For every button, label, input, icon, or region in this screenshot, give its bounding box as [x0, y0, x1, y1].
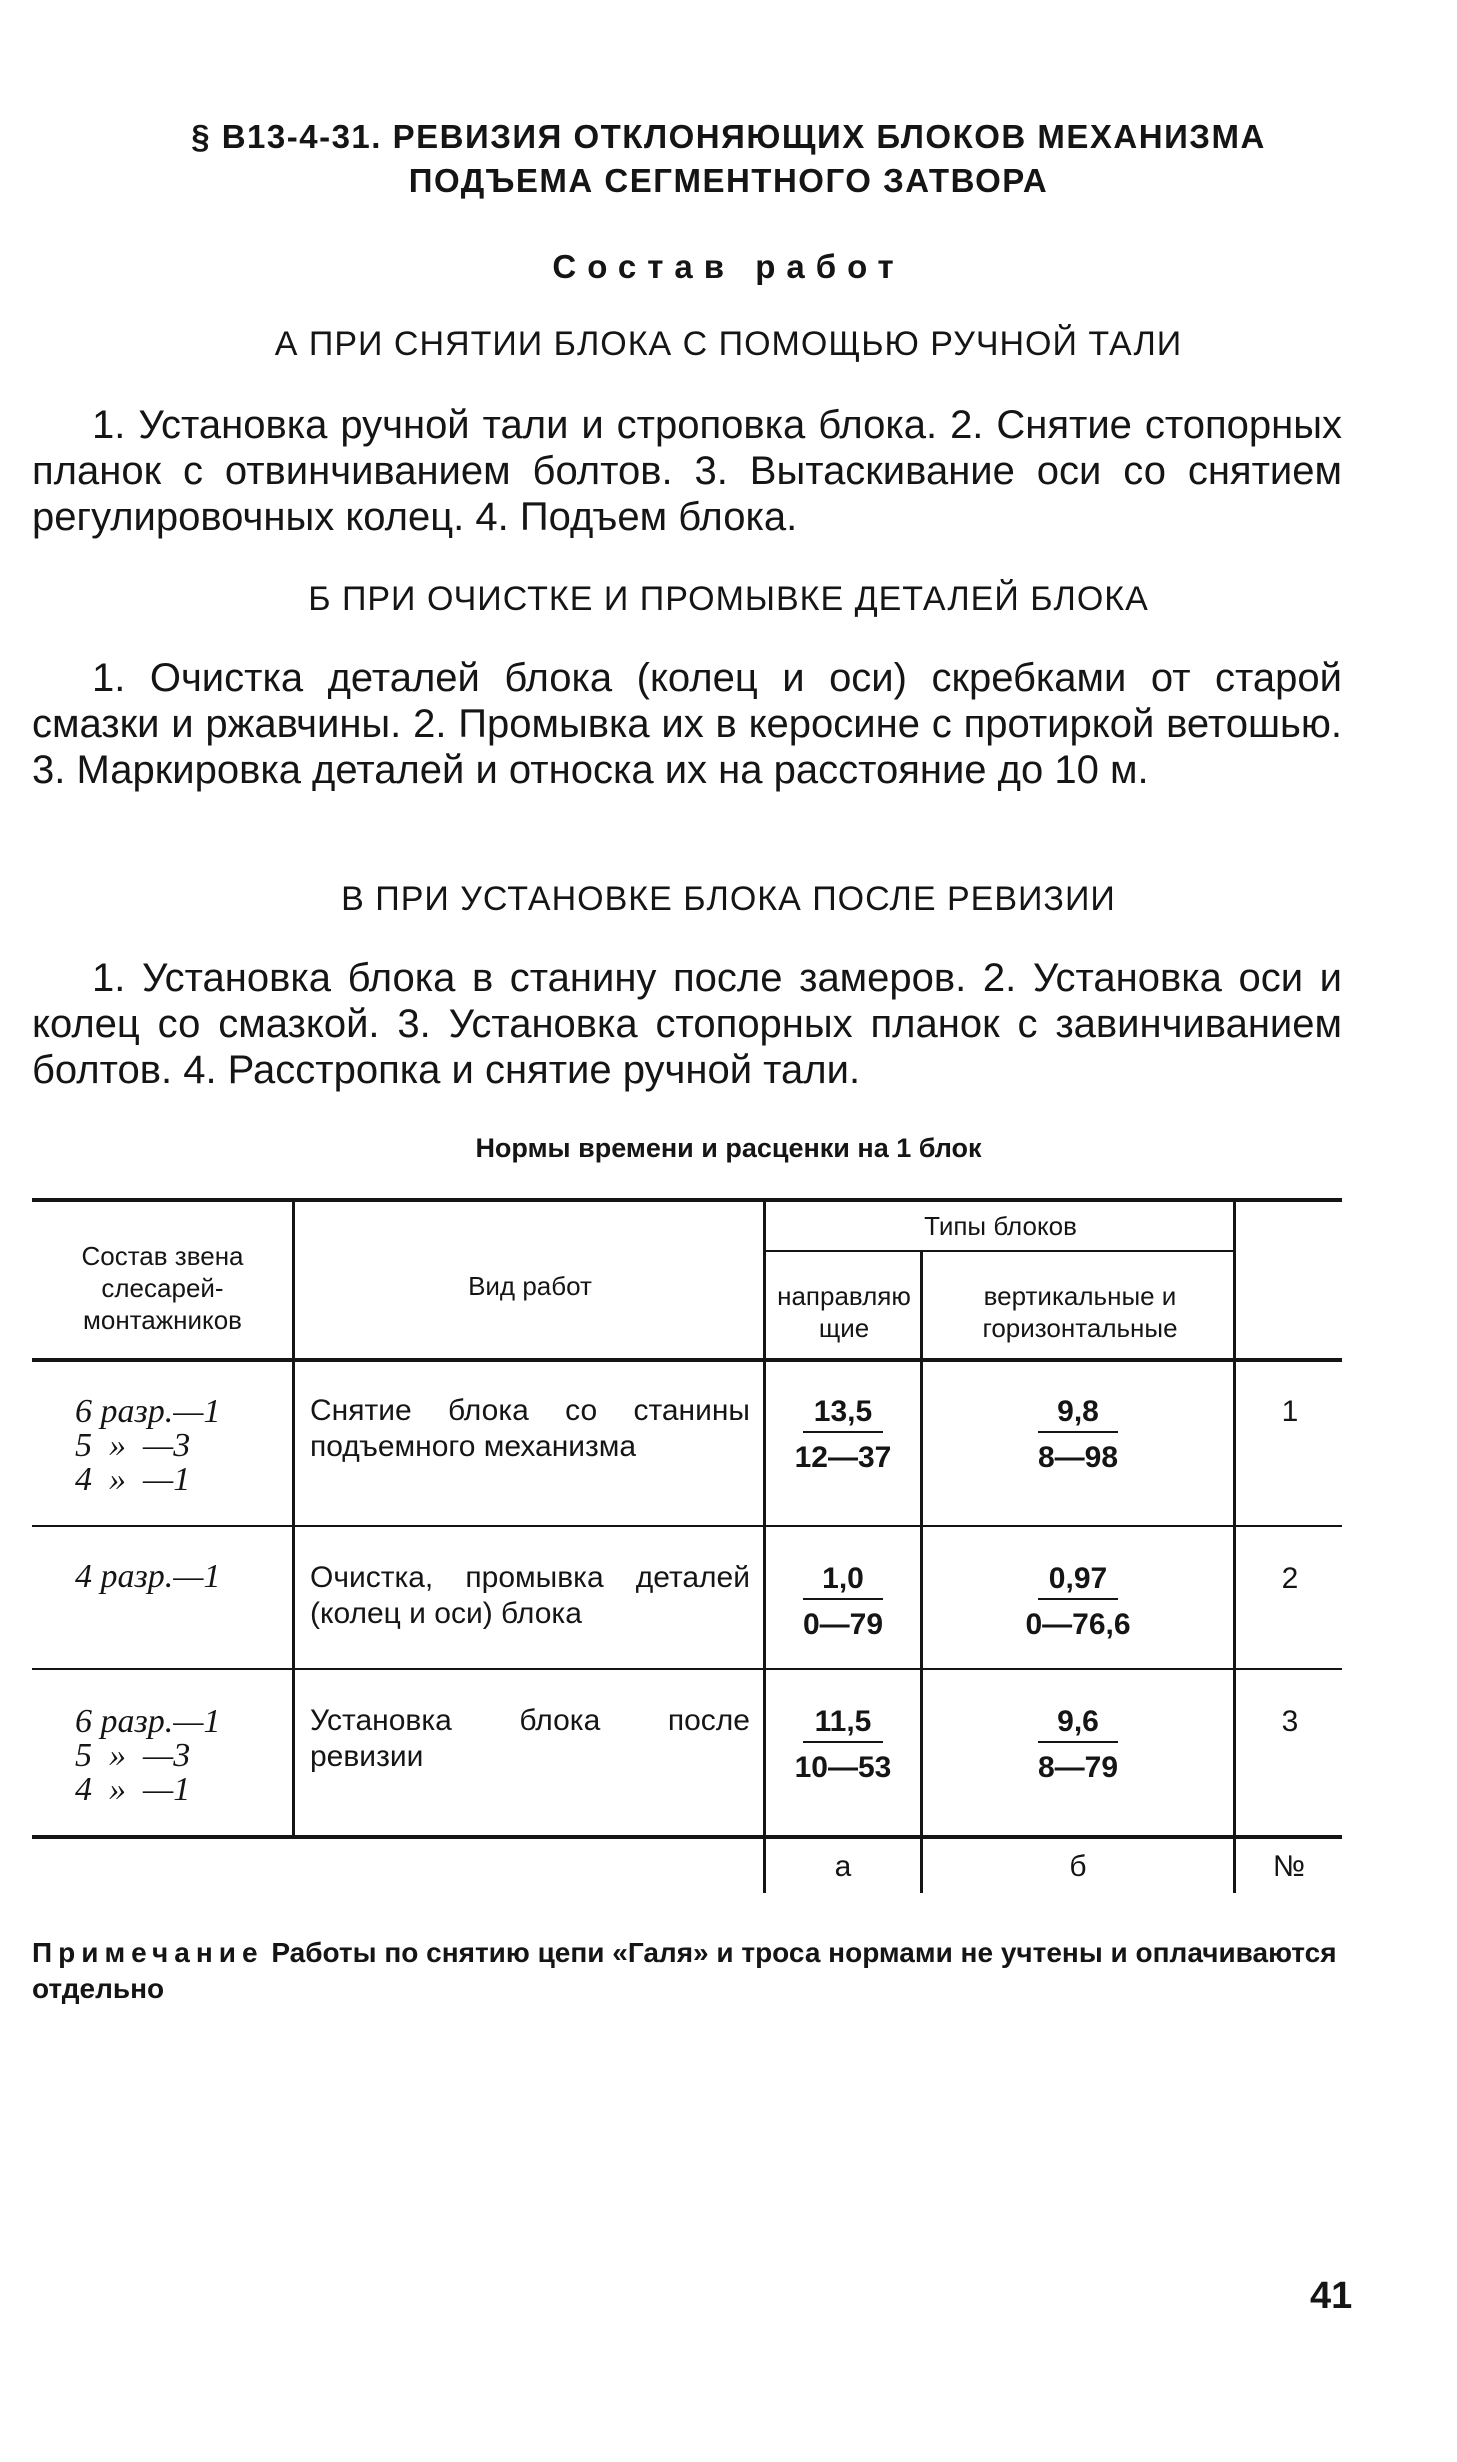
types-subheader-rule: [765, 1250, 1235, 1252]
subsection-a-text: 1. Установка ручной тали и строповка блока. 2. Снятие стопорных планок с отвинчиванием болтов. 3. Вытаскивание оси со снятием регулировочных колец. 4. Подъем блока.: [32, 403, 1342, 539]
row-2-vert-norm: 0,97: [1038, 1562, 1118, 1600]
row-1-guide-norm: 13,5: [803, 1395, 883, 1433]
header-crew: Состав звена слесарей-монтажников: [81, 1241, 244, 1335]
footer-col-a: а: [834, 1850, 852, 1883]
footer-col-no: №: [1272, 1850, 1306, 1883]
col-divider-crew: [292, 1200, 295, 1837]
subsection-b-heading: Б ПРИ ОЧИСТКЕ И ПРОМЫВКЕ ДЕТАЛЕЙ БЛОКА: [308, 580, 1149, 618]
row-3-crew: 6 разр.—1 5 » —3 4 » —1: [75, 1703, 221, 1808]
subsection-c-heading: В ПРИ УСТАНОВКЕ БЛОКА ПОСЛЕ РЕВИЗИИ: [341, 880, 1116, 918]
row-1-vert-price: 8—98: [1037, 1441, 1119, 1474]
footer-col-b: б: [1069, 1850, 1087, 1883]
row-1-guide-value: [766, 1395, 920, 1475]
row-2-work: Очистка, промывка деталей (колец и оси) блока: [310, 1561, 750, 1630]
header-bottom-rule: [32, 1358, 1342, 1362]
row-2-guide-norm: 1,0: [803, 1562, 883, 1600]
note-text: Работы по снятию цепи «Галя» и троса нормами не учтены и оплачиваются отдельно: [32, 1937, 1337, 2004]
section-heading: Состав работ: [552, 248, 905, 285]
row-2-vert-price: 0—76,6: [1025, 1608, 1131, 1641]
row-2-crew: 4 разр.—1: [75, 1558, 221, 1595]
row-1-bottom-rule: [32, 1525, 1342, 1527]
subsection-a-heading: А ПРИ СНЯТИИ БЛОКА С ПОМОЩЬЮ РУЧНОЙ ТАЛИ: [274, 325, 1183, 363]
col-divider-types: [1233, 1200, 1236, 1893]
row-1-guide-price: 12—37: [794, 1441, 892, 1474]
note-label: Примечание: [32, 1937, 264, 1968]
row-3-guide-price: 10—53: [794, 1751, 892, 1784]
row-3-vert-value: [923, 1705, 1233, 1785]
row-1-number: 1: [1281, 1395, 1299, 1428]
col-divider-work: [763, 1200, 766, 1893]
row-3-number: 3: [1281, 1705, 1299, 1738]
page-number: 41: [1310, 2275, 1353, 2317]
row-2-bottom-rule: [32, 1668, 1342, 1670]
table-note: [32, 1935, 1342, 2007]
header-block-types: Типы блоков: [924, 1211, 1077, 1241]
subsection-c-text: 1. Установка блока в станину после замеров. 2. Установка оси и колец со смазкой. 3. Установка стопорных планок с завинчиванием болтов. 4. Расстропка и снятие ручной тали.: [32, 956, 1342, 1092]
row-1-vert-norm: 9,8: [1038, 1395, 1118, 1433]
row-3-guide-norm: 11,5: [803, 1705, 883, 1743]
document-title-line-1: § В13-4-31. РЕВИЗИЯ ОТКЛОНЯЮЩИХ БЛОКОВ МЕХАНИЗМА: [191, 118, 1266, 155]
row-1-crew: 6 разр.—1 5 » —3 4 » —1: [75, 1393, 221, 1498]
row-3-work: Установка блока после ревизии: [310, 1704, 750, 1773]
document-title-line-2: ПОДЪЕМА СЕГМЕНТНОГО ЗАТВОРА: [408, 162, 1049, 199]
row-1-work: Снятие блока со станины подъемного механизма: [310, 1394, 750, 1463]
row-2-guide-price: 0—79: [802, 1608, 884, 1641]
row-3-guide-value: [766, 1705, 920, 1785]
row-1-vert-value: [923, 1395, 1233, 1475]
header-guide: направляющие: [777, 1281, 911, 1343]
row-2-vert-value: [923, 1562, 1233, 1642]
table-top-rule: [32, 1198, 1342, 1202]
row-2-guide-value: [766, 1562, 920, 1642]
subsection-b-text: 1. Очистка деталей блока (колец и оси) скребками от старой смазки и ржавчины. 2. Промывка их в керосине с протиркой ветошью. 3. Маркировка деталей и относка их на расстояние до 10 м.: [32, 656, 1342, 792]
row-2-number: 2: [1281, 1562, 1299, 1595]
row-3-vert-price: 8—79: [1037, 1751, 1119, 1784]
row-3-vert-norm: 9,6: [1038, 1705, 1118, 1743]
table-body-bottom-rule: [32, 1835, 1342, 1839]
header-work: Вид работ: [468, 1271, 592, 1301]
header-vertical-horizontal: вертикальные и горизонтальные: [982, 1281, 1178, 1343]
table-caption: Нормы времени и расценки на 1 блок: [475, 1133, 982, 1163]
